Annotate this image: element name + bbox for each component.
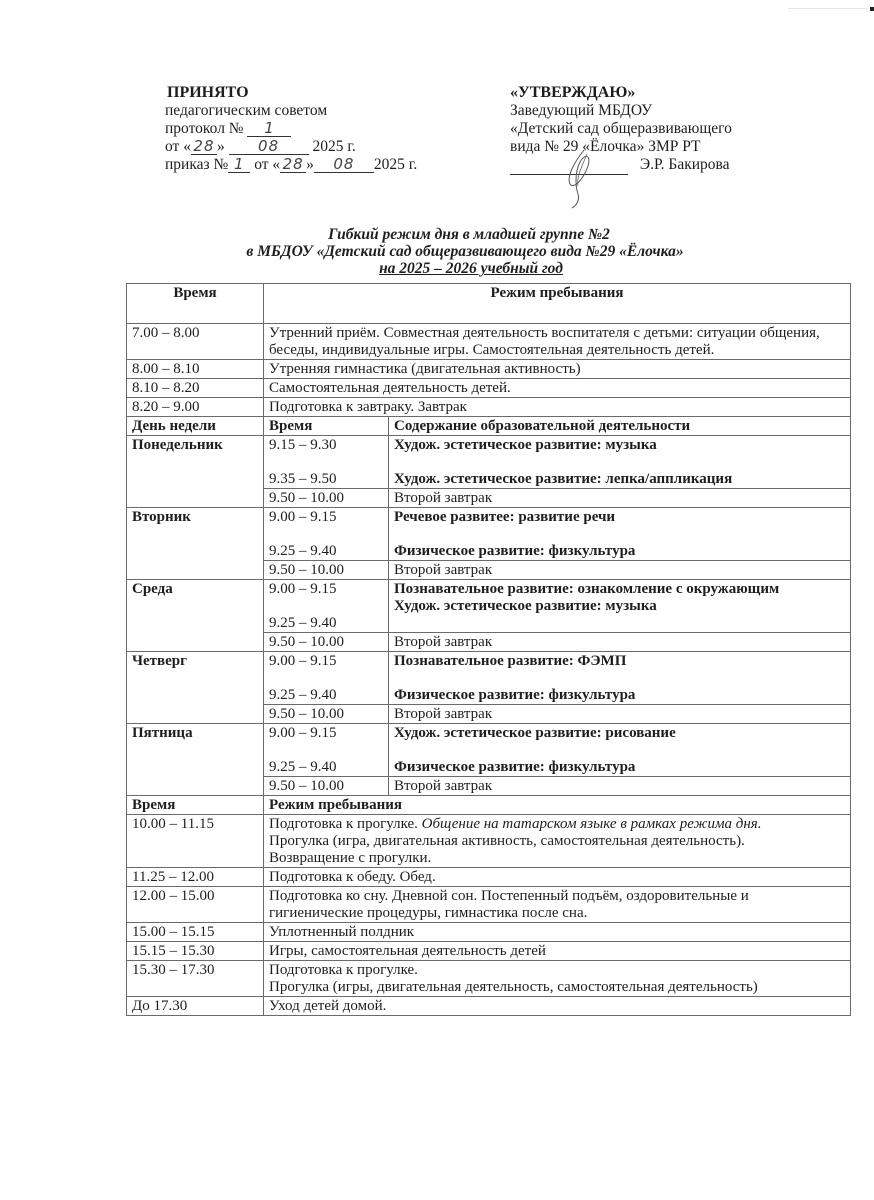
protocol-label: протокол №: [165, 120, 244, 137]
lesson-activity-1: Худож. эстетическое развитие: рисование: [394, 725, 676, 741]
day-name: Четверг: [127, 652, 264, 724]
evening-walk-activity: Прогулка (игры, двигательная деятельность, самостоятельная деятельность): [269, 979, 758, 995]
week-header-row: [127, 417, 851, 436]
lesson-activity-1: Худож. эстетическое развитие: музыка: [394, 437, 657, 453]
evening-walk-prep: Подготовка к прогулке.: [269, 962, 418, 978]
confirmation-org-line2: вида № 29 «Ёлочка» ЗМР РТ: [510, 138, 701, 155]
row-text: Игры, самостоятельная деятельность детей: [264, 942, 851, 961]
table-row: [127, 398, 851, 417]
document-title: [0, 226, 874, 277]
order-year: 2025 г.: [373, 156, 418, 173]
row-text: Уход детей домой.: [264, 997, 851, 1016]
lesson-time-1: 9.00 – 9.15: [269, 653, 337, 669]
scan-artifact-line: [788, 8, 868, 9]
signer-name: Э.Р. Бакирова: [639, 156, 730, 173]
approval-heading: ПРИНЯТО: [167, 84, 249, 101]
header-time: Время: [127, 284, 264, 324]
lesson-activity-2: Худож. эстетическое развитие: лепка/аппликация: [394, 471, 733, 487]
table-row: [127, 324, 851, 360]
walk-tatar-note: Общение на татарском языке в рамках режима дня.: [421, 816, 762, 832]
lesson-times: [264, 580, 389, 633]
row-time: 8.10 – 8.20: [127, 379, 264, 398]
row-time: 7.00 – 8.00: [127, 324, 264, 360]
table-row: [127, 942, 851, 961]
date-day-handwritten: 28: [191, 139, 217, 155]
table-header-row: [127, 284, 851, 324]
order-day-handwritten: 28: [280, 157, 306, 173]
lesson-activities: [389, 436, 851, 489]
lesson-time-2: 9.25 – 9.40: [269, 759, 337, 775]
row-text: Самостоятельная деятельность детей.: [264, 379, 851, 398]
lesson-activity-2: Физическое развитие: физкультура: [394, 759, 636, 775]
lesson-time-1: 9.00 – 9.15: [269, 509, 337, 525]
lesson-times: [264, 436, 389, 489]
signature-scribble-icon: [554, 148, 614, 210]
snack-text: Второй завтрак: [389, 777, 851, 796]
lesson-activity-2: Физическое развитие: физкультура: [394, 687, 636, 703]
lesson-time-1: 9.00 – 9.15: [269, 581, 337, 597]
protocol-line: [165, 120, 417, 138]
schedule-table: [126, 283, 851, 1016]
table-row: [127, 887, 851, 923]
order-month-handwritten: 08: [314, 157, 374, 173]
row-text: [264, 815, 851, 868]
table-row: [127, 379, 851, 398]
header-regime: Режим пребывания: [264, 284, 851, 324]
day-name: Пятница: [127, 724, 264, 796]
signature-line: [510, 156, 732, 175]
order-date-quote: »: [306, 156, 314, 173]
scan-artifact-mark: [870, 7, 874, 11]
date-month-handwritten: 08: [229, 139, 309, 155]
header-regime: Режим пребывания: [264, 796, 851, 815]
header-time: Время: [127, 796, 264, 815]
order-date-prefix: от «: [254, 156, 281, 173]
confirmation-position: Заведующий МБДОУ: [510, 102, 653, 119]
row-text: Подготовка к обеду. Обед.: [264, 868, 851, 887]
row-text: [264, 961, 851, 997]
lesson-activities: [389, 652, 851, 705]
approval-block: [165, 84, 417, 174]
date-year: 2025 г.: [312, 138, 356, 155]
header-content: Содержание образовательной деятельности: [389, 417, 851, 436]
table-row: [127, 997, 851, 1016]
day-row-tuesday: [127, 508, 851, 561]
day-name: Среда: [127, 580, 264, 652]
lesson-time-1: 9.00 – 9.15: [269, 725, 337, 741]
row-time: 15.30 – 17.30: [127, 961, 264, 997]
confirmation-org-line1: «Детский сад общеразвивающего: [510, 120, 732, 137]
protocol-date-line: [165, 138, 417, 156]
row-text: Подготовка ко сну. Дневной сон. Постепенный подъём, оздоровительные и гигиенические процедуры, гимнастика после сна.: [264, 887, 851, 923]
snack-text: Второй завтрак: [389, 633, 851, 652]
confirmation-block: [510, 84, 732, 175]
date-prefix: от «: [165, 138, 191, 155]
snack-time: 9.50 – 10.00: [264, 561, 389, 580]
row-text: Уплотненный полдник: [264, 923, 851, 942]
order-line: [165, 156, 417, 174]
lesson-times: [264, 508, 389, 561]
day-name: Вторник: [127, 508, 264, 580]
lesson-times: [264, 724, 389, 777]
lesson-time-1: 9.15 – 9.30: [269, 437, 337, 453]
row-text: Утренний приём. Совместная деятельность воспитателя с детьми: ситуации общения, беседы, индивидуальные игры. Самостоятельная деятельность детей.: [264, 324, 851, 360]
day-name: Понедельник: [127, 436, 264, 508]
header-day-time: Время: [264, 417, 389, 436]
confirmation-heading: «УТВЕРЖДАЮ»: [510, 84, 636, 101]
date-quote: »: [216, 138, 225, 155]
header-day: День недели: [127, 417, 264, 436]
day-row-friday: [127, 724, 851, 777]
table-row: [127, 360, 851, 379]
lesson-activity-1: Познавательное развитие: ознакомление с окружающим: [394, 581, 780, 597]
snack-time: 9.50 – 10.00: [264, 489, 389, 508]
order-label: приказ №: [165, 156, 229, 173]
lesson-time-2: 9.35 – 9.50: [269, 471, 337, 487]
row-time: 11.25 – 12.00: [127, 868, 264, 887]
snack-time: 9.50 – 10.00: [264, 633, 389, 652]
walk-return: Возвращение с прогулки.: [269, 850, 432, 866]
snack-time: 9.50 – 10.00: [264, 705, 389, 724]
day-row-thursday: [127, 652, 851, 705]
row-text: Утренняя гимнастика (двигательная активность): [264, 360, 851, 379]
row-time: 8.00 – 8.10: [127, 360, 264, 379]
walk-activity: Прогулка (игра, двигательная активность, самостоятельная деятельность).: [269, 833, 745, 849]
row-time: 12.00 – 15.00: [127, 887, 264, 923]
row-time: 15.00 – 15.15: [127, 923, 264, 942]
day-row-monday: [127, 436, 851, 489]
row-time: 15.15 – 15.30: [127, 942, 264, 961]
lesson-activity-2: Худож. эстетическое развитие: музыка: [394, 598, 657, 614]
lesson-activity-1: Познавательное развитие: ФЭМП: [394, 653, 627, 669]
row-time: 8.20 – 9.00: [127, 398, 264, 417]
approval-line: педагогическим советом: [165, 102, 328, 119]
snack-text: Второй завтрак: [389, 705, 851, 724]
row-text: Подготовка к завтраку. Завтрак: [264, 398, 851, 417]
afternoon-header-row: [127, 796, 851, 815]
table-row: [127, 815, 851, 868]
day-row-wednesday: [127, 580, 851, 633]
snack-text: Второй завтрак: [389, 489, 851, 508]
title-line-2: в МБДОУ «Детский сад общеразвивающего вида №29 «Ёлочка»: [246, 243, 684, 260]
lesson-activities: [389, 580, 851, 633]
snack-text: Второй завтрак: [389, 561, 851, 580]
walk-prep: Подготовка к прогулке.: [269, 816, 418, 832]
lesson-time-2: 9.25 – 9.40: [269, 615, 337, 631]
title-line-1: Гибкий режим дня в младшей группе №2: [328, 226, 610, 243]
lesson-activities: [389, 508, 851, 561]
lesson-time-2: 9.25 – 9.40: [269, 543, 337, 559]
lesson-times: [264, 652, 389, 705]
protocol-number-handwritten: 1: [247, 121, 291, 137]
table-row: [127, 868, 851, 887]
row-time: 10.00 – 11.15: [127, 815, 264, 868]
snack-time: 9.50 – 10.00: [264, 777, 389, 796]
order-number-handwritten: 1: [228, 157, 250, 173]
table-row: [127, 923, 851, 942]
lesson-time-2: 9.25 – 9.40: [269, 687, 337, 703]
row-time: До 17.30: [127, 997, 264, 1016]
lesson-activity-1: Речевое развитее: развитие речи: [394, 509, 616, 525]
title-line-3: на 2025 – 2026 учебный год: [379, 260, 563, 277]
table-row: [127, 961, 851, 997]
lesson-activities: [389, 724, 851, 777]
lesson-activity-2: Физическое развитие: физкультура: [394, 543, 636, 559]
